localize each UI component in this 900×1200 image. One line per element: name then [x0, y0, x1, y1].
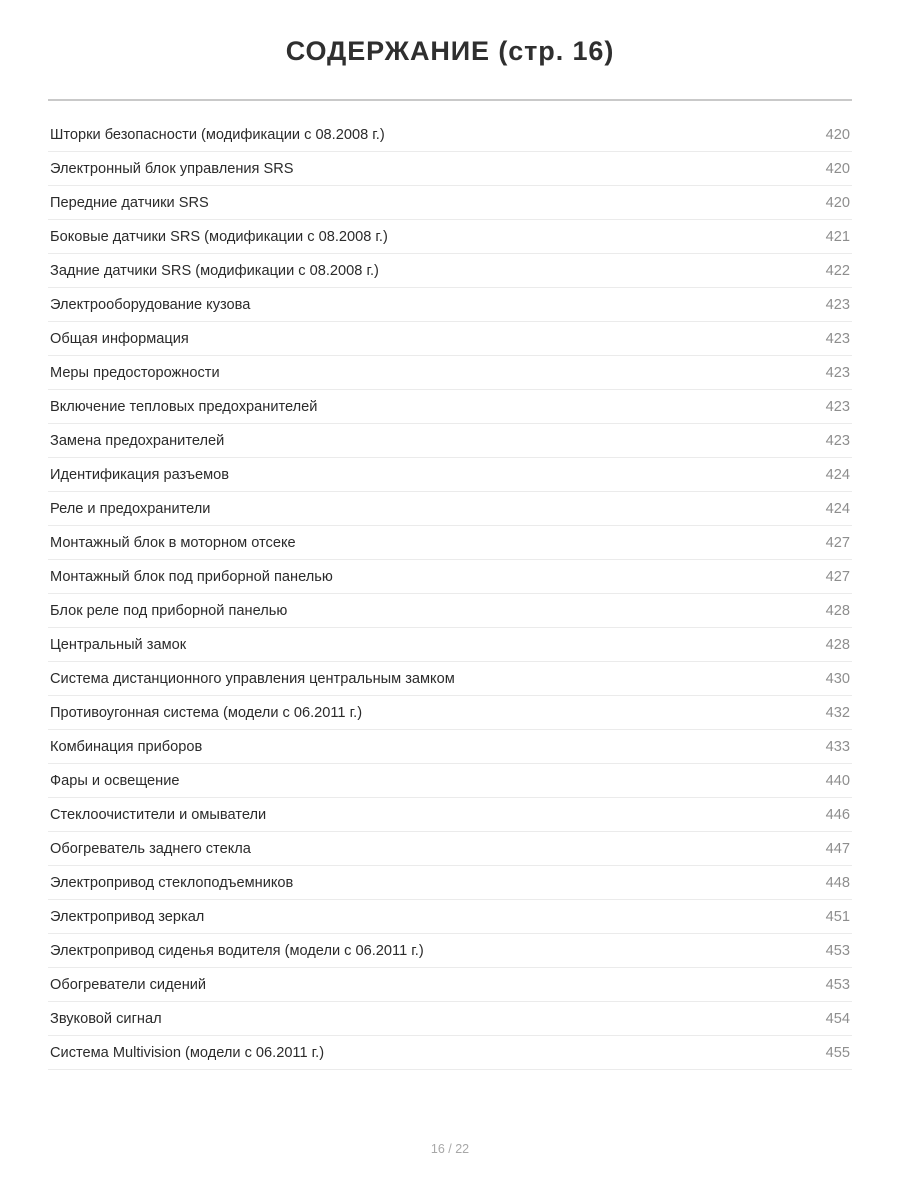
toc-entry-page-number: 432	[825, 705, 850, 721]
toc-entry[interactable]	[48, 1002, 852, 1036]
toc-entry-label: Шторки безопасности (модификации с 08.2008 г.)	[50, 127, 385, 143]
toc-entry-label: Электропривод сиденья водителя (модели с 06.2011 г.)	[50, 943, 424, 959]
toc-entry[interactable]	[48, 934, 852, 968]
toc-entry-label: Блок реле под приборной панелью	[50, 603, 288, 619]
toc-entry[interactable]	[48, 424, 852, 458]
toc-entry-label: Система Multivision (модели с 06.2011 г.)	[50, 1045, 325, 1061]
toc-entry[interactable]	[48, 968, 852, 1002]
toc-entry[interactable]	[48, 764, 852, 798]
toc-entry-label: Противоугонная система (модели с 06.2011 г.)	[50, 705, 363, 721]
toc-entry[interactable]	[48, 594, 852, 628]
table-of-contents	[48, 101, 852, 1070]
toc-entry-page-number: 453	[825, 943, 850, 959]
toc-entry-label: Задние датчики SRS (модификации с 08.2008 г.)	[50, 263, 379, 279]
toc-entry-page-number: 454	[825, 1011, 850, 1027]
toc-entry-page-number: 424	[825, 467, 850, 483]
toc-entry-label: Монтажный блок в моторном отсеке	[50, 535, 296, 551]
toc-entry-page-number: 428	[825, 603, 850, 619]
toc-entry-label: Электропривод стеклоподъемников	[50, 875, 294, 891]
toc-entry[interactable]	[48, 696, 852, 730]
toc-entry-label: Система дистанционного управления центральным замком	[50, 671, 455, 687]
toc-entry-label: Электронный блок управления SRS	[50, 161, 294, 177]
toc-entry[interactable]	[48, 900, 852, 934]
toc-entry-label: Стеклоочистители и омыватели	[50, 807, 267, 823]
toc-entry[interactable]	[48, 356, 852, 390]
toc-entry-label: Монтажный блок под приборной панелью	[50, 569, 333, 585]
toc-entry[interactable]	[48, 152, 852, 186]
toc-entry-label: Фары и освещение	[50, 773, 180, 789]
toc-entry-page-number: 423	[825, 399, 850, 415]
toc-entry-label: Идентификация разъемов	[50, 467, 230, 483]
toc-entry-page-number: 423	[825, 331, 850, 347]
toc-entry-page-number: 433	[825, 739, 850, 755]
toc-entry-label: Включение тепловых предохранителей	[50, 399, 318, 415]
toc-entry-label: Обогреватели сидений	[50, 977, 207, 993]
toc-entry-label: Комбинация приборов	[50, 739, 203, 755]
toc-entry-page-number: 427	[825, 569, 850, 585]
toc-entry-page-number: 427	[825, 535, 850, 551]
toc-entry-page-number: 420	[825, 195, 850, 211]
toc-entry-page-number: 422	[825, 263, 850, 279]
toc-entry[interactable]	[48, 832, 852, 866]
content-spacer	[0, 1070, 900, 1142]
toc-entry-label: Общая информация	[50, 331, 189, 347]
toc-entry-page-number: 440	[825, 773, 850, 789]
toc-entry-label: Боковые датчики SRS (модификации с 08.2008 г.)	[50, 229, 388, 245]
toc-entry[interactable]	[48, 186, 852, 220]
toc-entry-page-number: 428	[825, 637, 850, 653]
toc-entry[interactable]	[48, 458, 852, 492]
toc-entry-label: Электрооборудование кузова	[50, 297, 251, 313]
toc-entry-label: Центральный замок	[50, 637, 187, 653]
toc-entry[interactable]	[48, 1036, 852, 1070]
toc-entry-label: Замена предохранителей	[50, 433, 225, 449]
toc-entry-page-number: 423	[825, 297, 850, 313]
toc-entry-page-number: 423	[825, 433, 850, 449]
toc-entry[interactable]	[48, 560, 852, 594]
toc-entry[interactable]	[48, 730, 852, 764]
toc-entry-label: Электропривод зеркал	[50, 909, 205, 925]
toc-entry[interactable]	[48, 254, 852, 288]
toc-entry-page-number: 451	[825, 909, 850, 925]
toc-entry-page-number: 423	[825, 365, 850, 381]
toc-entry[interactable]	[48, 288, 852, 322]
toc-entry-page-number: 446	[825, 807, 850, 823]
toc-entry[interactable]	[48, 492, 852, 526]
toc-entry[interactable]	[48, 390, 852, 424]
toc-entry[interactable]	[48, 220, 852, 254]
toc-entry-page-number: 420	[825, 161, 850, 177]
toc-entry-label: Реле и предохранители	[50, 501, 211, 517]
toc-entry[interactable]	[48, 662, 852, 696]
toc-entry[interactable]	[48, 628, 852, 662]
toc-entry-label: Звуковой сигнал	[50, 1011, 162, 1027]
toc-entry-label: Меры предосторожности	[50, 365, 220, 381]
toc-entry[interactable]	[48, 526, 852, 560]
page-title: СОДЕРЖАНИЕ (стр. 16)	[285, 36, 615, 66]
toc-entry-page-number: 453	[825, 977, 850, 993]
toc-entry[interactable]	[48, 798, 852, 832]
toc-entry[interactable]	[48, 866, 852, 900]
toc-entry-page-number: 424	[825, 501, 850, 517]
toc-entry-label: Обогреватель заднего стекла	[50, 841, 251, 857]
toc-entry-page-number: 447	[825, 841, 850, 857]
toc-entry-page-number: 420	[825, 127, 850, 143]
toc-entry-page-number: 455	[825, 1045, 850, 1061]
toc-entry-page-number: 448	[825, 875, 850, 891]
toc-entry-page-number: 421	[825, 229, 850, 245]
toc-entry-page-number: 430	[825, 671, 850, 687]
toc-entry[interactable]	[48, 322, 852, 356]
toc-entry[interactable]	[48, 118, 852, 152]
toc-entry-label: Передние датчики SRS	[50, 195, 209, 211]
page-footer: 16 / 22	[430, 1142, 470, 1156]
